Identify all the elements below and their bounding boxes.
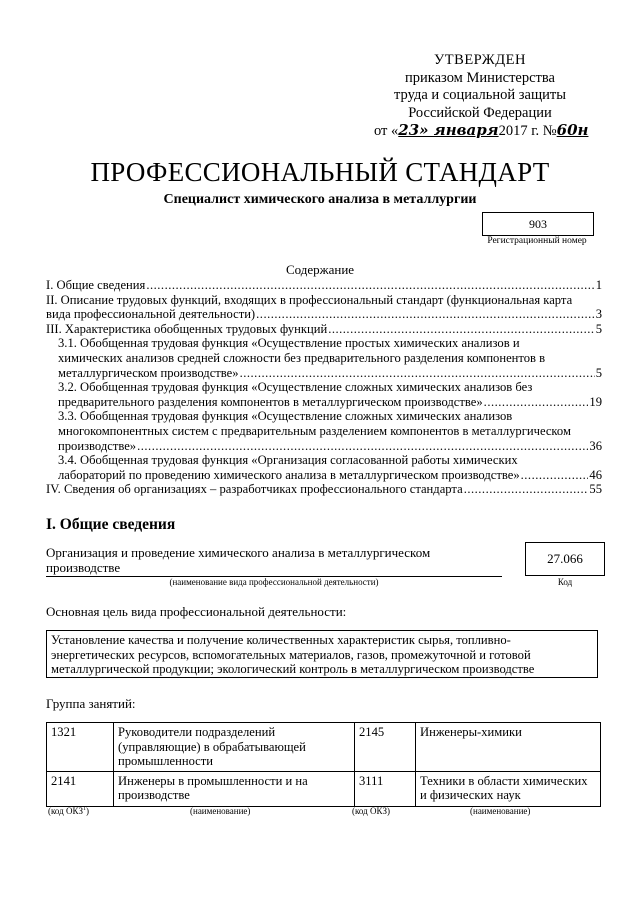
activity-caption: (наименование вида профессиональной деятельности) xyxy=(169,577,379,587)
occupation-name: Руководители подразделений (управляющие) в обрабатывающей промышленности xyxy=(114,723,355,772)
activity-code: 27.066 xyxy=(525,542,605,576)
okz-code: 3111 xyxy=(355,771,416,806)
activity-name-line: производстве xyxy=(46,560,121,575)
toc-entry[interactable] xyxy=(46,293,602,322)
toc-entry-text: лабораторий по проведению химического анализа в металлургическом производстве» xyxy=(58,467,520,482)
group-label: Группа занятий: xyxy=(46,696,136,711)
document-title: ПРОФЕССИОНАЛЬНЫЙ СТАНДАРТ xyxy=(90,157,550,187)
occupation-name: Техники в области химических и физических наук xyxy=(416,771,601,806)
handwritten-number: 60н xyxy=(556,121,589,139)
okz-code: 2141 xyxy=(47,771,114,806)
name-caption-2: (наименование) xyxy=(470,806,531,816)
table-of-contents xyxy=(46,278,602,497)
toc-entry-text: многокомпонентных систем с предварительным разделением компонентов в металлургическом xyxy=(58,423,571,438)
okz-code-caption-2: (код ОКЗ) xyxy=(352,806,390,816)
toc-title: Содержание xyxy=(285,262,355,277)
toc-page: 5 xyxy=(595,321,602,336)
goal-text-line: металлургической продукции; экологический контроль в металлургическом производстве xyxy=(51,662,535,676)
order-year: 2017 г. № xyxy=(498,123,557,139)
toc-entry-text: 3.4. Обобщенная трудовая функция «Организация согласованной работы химических xyxy=(58,453,518,468)
toc-entry-text: предварительного разделения компонентов в металлургическом производстве» xyxy=(58,394,483,409)
activity-name-line: Организация и проведение химического анализа в металлургическом xyxy=(46,545,431,560)
occupation-table xyxy=(46,722,601,807)
toc-entry[interactable] xyxy=(46,409,602,453)
document-subtitle: Специалист химического анализа в металлургии xyxy=(163,192,477,207)
okz-code-caption: (код ОКЗ$^1$) xyxy=(48,806,89,816)
okz-code: 2145 xyxy=(355,723,416,772)
toc-page: 46 xyxy=(589,467,602,482)
approval-header: УТВЕРЖДЕН xyxy=(434,52,526,68)
toc-page: 1 xyxy=(595,278,602,292)
toc-entry[interactable] xyxy=(46,322,602,337)
table-row xyxy=(47,771,601,806)
toc-entry-text: производстве» xyxy=(58,438,137,453)
toc-entry-text: металлургическом производстве» xyxy=(58,365,239,380)
toc-entry[interactable] xyxy=(46,453,602,482)
goal-label: Основная цель вида профессиональной деятельности: xyxy=(46,604,347,619)
goal-box xyxy=(46,630,598,678)
approval-line-2: труда и социальной защиты xyxy=(394,87,566,103)
toc-page: 55 xyxy=(589,482,602,497)
registration-label: Регистрационный номер xyxy=(487,236,587,246)
toc-page: 3 xyxy=(595,307,602,322)
okz-code: 1321 xyxy=(47,723,114,772)
toc-entry-text: химических анализов средней сложности без предварительного разделения компонентов в xyxy=(58,350,546,365)
toc-entry-text: 3.1. Обобщенная трудовая функция «Осуществление простых химических анализов и xyxy=(58,336,520,351)
date-prefix: от « xyxy=(374,123,399,139)
toc-entry-text: I. Общие сведения xyxy=(46,278,146,292)
goal-text-line: Установление качества и получение количественных характеристик сырья, топливно- xyxy=(51,633,511,647)
occupation-name: Инженеры-химики xyxy=(416,723,601,772)
handwritten-date: 23» января xyxy=(398,121,499,139)
registration-number: 903 xyxy=(482,212,594,236)
toc-page: 5 xyxy=(595,365,602,380)
table-row xyxy=(47,723,601,772)
code-caption: Код xyxy=(557,577,573,587)
activity-name xyxy=(46,545,496,575)
toc-entry-text: IV. Сведения об организациях – разработчиках профессионального стандарта xyxy=(46,482,463,497)
toc-entry[interactable] xyxy=(46,482,602,497)
toc-entry[interactable] xyxy=(46,278,602,293)
approval-block xyxy=(360,52,600,141)
toc-entry[interactable] xyxy=(46,380,602,409)
order-date-line xyxy=(360,122,600,141)
toc-entry[interactable] xyxy=(46,336,602,380)
occupation-name: Инженеры в промышленности и на производстве xyxy=(114,771,355,806)
name-caption: (наименование) xyxy=(190,806,251,816)
toc-entry-text: II. Описание трудовых функций, входящих в профессиональный стандарт (функциональная карта xyxy=(46,292,573,307)
toc-page: 19 xyxy=(589,394,602,409)
toc-page: 36 xyxy=(589,438,602,453)
toc-entry-text: III. Характеристика обобщенных трудовых функций xyxy=(46,321,328,336)
toc-entry-text: вида профессиональной деятельности) xyxy=(46,307,256,322)
goal-text-line: энергетических ресурсов, вспомогательных материалов, газов, промежуточной и готовой xyxy=(51,647,531,662)
section-heading: I. Общие сведения xyxy=(46,516,176,533)
approval-line-1: приказом Министерства xyxy=(405,69,555,86)
toc-entry-text: 3.2. Обобщенная трудовая функция «Осуществление сложных химических анализов без xyxy=(58,380,533,395)
approval-line-3: Российской Федерации xyxy=(408,104,552,121)
toc-entry-text: 3.3. Обобщенная трудовая функция «Осуществление сложных химических анализов xyxy=(58,409,513,424)
